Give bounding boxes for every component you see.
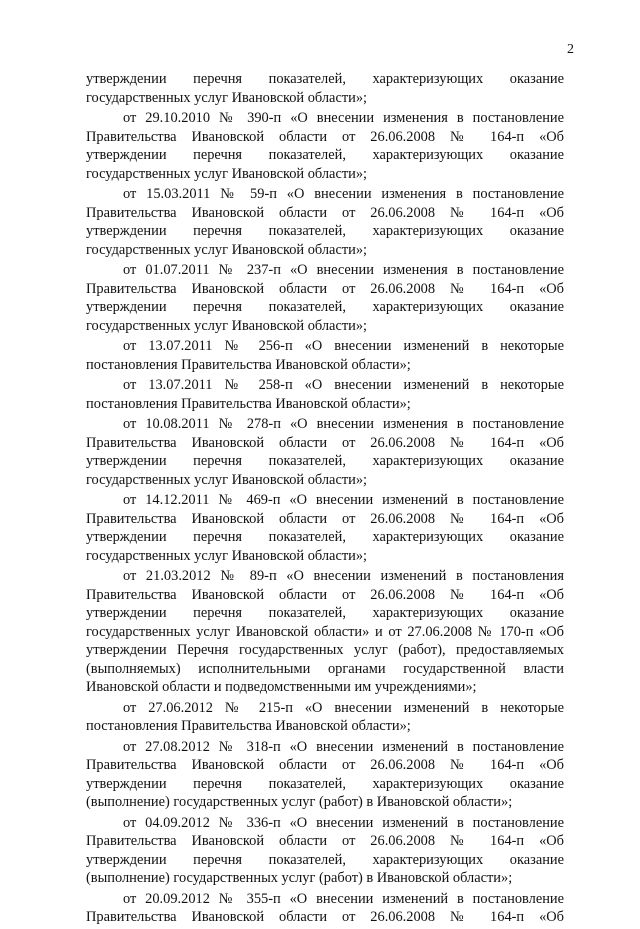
text-line: Правительства Ивановской области от 26.06.2008 № 164-п «Об: [86, 204, 564, 221]
list-entry: [86, 337, 564, 374]
text-line: Правительства Ивановской области от 26.06.2008 № 164-п «Об: [86, 909, 564, 925]
list-entry: [86, 738, 564, 812]
text-line: от 10.08.2011 № 278-п «О внесении изменения в постановление: [123, 416, 564, 432]
text-line: Правительства Ивановской области от 26.06.2008 № 164-п «Об: [86, 757, 564, 773]
text-line: утверждении перечня показателей, характеризующих оказание: [86, 851, 564, 868]
text-line: государственных услуг Ивановской области»;: [86, 317, 368, 334]
text-line: от 15.03.2011 № 59-п «О внесении изменения в постановление: [123, 186, 564, 202]
text-line: постановления Правительства Ивановской области»;: [86, 718, 411, 734]
list-entry: [86, 890, 564, 927]
list-entry: [86, 70, 564, 107]
text-line: (выполнение) государственных услуг (работ) в Ивановской области»;: [86, 794, 513, 810]
text-line: государственных услуг Ивановской области»;: [86, 547, 368, 564]
text-line: от 21.03.2012 № 89-п «О внесении изменений в постановления: [123, 568, 564, 584]
list-entry: [86, 699, 564, 736]
text-line: утверждении перечня показателей, характеризующих оказание: [86, 147, 564, 163]
text-line: Правительства Ивановской области от 26.06.2008 № 164-п «Об: [86, 128, 564, 145]
text-line: утверждении перечня показателей, характеризующих оказание: [86, 71, 564, 87]
text-line: Правительства Ивановской области от 26.06.2008 № 164-п «Об: [86, 280, 564, 297]
text-line: от 04.09.2012 № 336-п «О внесении изменений в постановление: [123, 814, 564, 831]
text-line: от 27.06.2012 № 215-п «О внесении изменений в некоторые: [123, 699, 564, 716]
list-entry: [86, 261, 564, 335]
document-body: [86, 70, 564, 929]
text-line: государственных услуг Ивановской области»;: [86, 165, 368, 182]
page-number: 2: [567, 42, 574, 57]
text-line: от 14.12.2011 № 469-п «О внесении изменений в постановление: [123, 492, 564, 508]
text-line: утверждении перечня показателей, характеризующих оказание: [86, 775, 564, 792]
text-line: (выполнение) государственных услуг (работ) в Ивановской области»;: [86, 870, 513, 886]
list-entry: [86, 415, 564, 489]
text-line: утверждении Перечня государственных услуг (работ), предоставляемых: [86, 642, 564, 658]
text-line: постановления Правительства Ивановской области»;: [86, 356, 411, 373]
text-line: Правительства Ивановской области от 26.06.2008 № 164-п «Об: [86, 510, 564, 527]
text-line: от 13.07.2011 № 258-п «О внесении изменений в некоторые: [123, 377, 564, 393]
text-line: от 13.07.2011 № 256-п «О внесении изменений в некоторые: [123, 338, 564, 354]
list-entry: [86, 109, 564, 183]
list-entry: [86, 491, 564, 565]
text-line: постановления Правительства Ивановской области»;: [86, 395, 411, 412]
text-line: утверждении перечня показателей, характеризующих оказание: [86, 529, 564, 545]
list-entry: [86, 567, 564, 697]
text-line: (выполняемых) исполнительными органами государственной власти: [86, 660, 564, 677]
text-line: от 27.08.2012 № 318-п «О внесении изменений в постановление: [123, 738, 564, 755]
list-entry: [86, 185, 564, 259]
text-line: Правительства Ивановской области от 26.06.2008 № 164-п «Об: [86, 586, 564, 603]
text-line: государственных услуг Ивановской области»;: [86, 241, 368, 258]
text-line: от 20.09.2012 № 355-п «О внесении изменений в постановление: [123, 890, 564, 907]
text-line: Правительства Ивановской области от 26.06.2008 № 164-п «Об: [86, 833, 564, 849]
text-line: от 01.07.2011 № 237-п «О внесении изменения в постановление: [123, 262, 564, 278]
text-line: от 29.10.2010 № 390-п «О внесении изменения в постановление: [123, 110, 564, 126]
text-line: утверждении перечня показателей, характеризующих оказание: [86, 453, 564, 469]
text-line: утверждении перечня показателей, характеризующих оказание: [86, 223, 564, 239]
text-line: государственных услуг Ивановской области»;: [86, 89, 368, 106]
text-line: утверждении перечня показателей, характеризующих оказание: [86, 299, 564, 315]
text-line: Правительства Ивановской области от 26.06.2008 № 164-п «Об: [86, 434, 564, 451]
text-line: Ивановской области и подведомственными им учреждениями»;: [86, 679, 477, 695]
text-line: государственных услуг Ивановской области» и от 27.06.2008 № 170-п «Об: [86, 623, 564, 640]
text-line: утверждении перечня показателей, характеризующих оказание: [86, 605, 564, 621]
text-line: государственных услуг Ивановской области»;: [86, 471, 368, 488]
list-entry: [86, 376, 564, 413]
list-entry: [86, 814, 564, 888]
